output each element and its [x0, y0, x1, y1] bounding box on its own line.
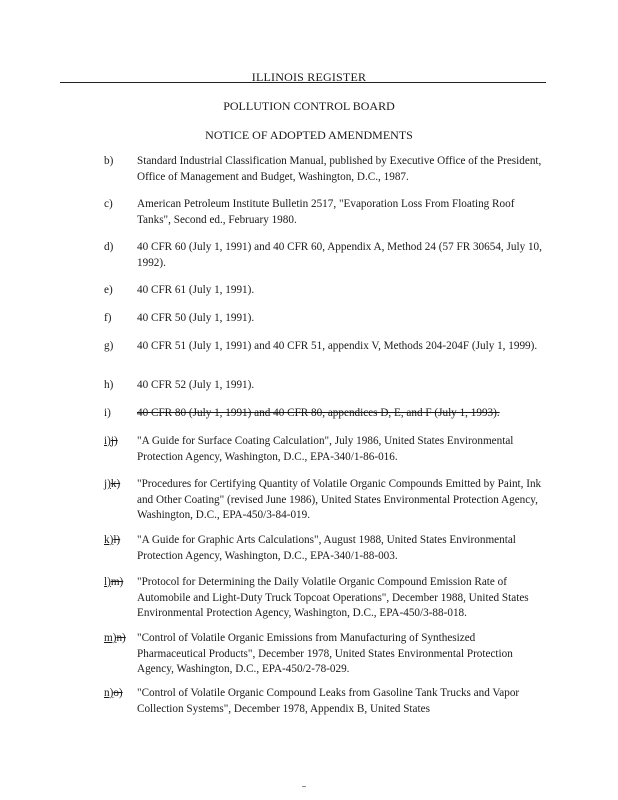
item-label	[104, 686, 138, 702]
item-label: g)	[104, 340, 114, 352]
item-text: "Procedures for Certifying Quantity of Volatile Organic Compounds Emitted by Paint, Ink and Other Coating" (revised June 1986), United States Environmental Protection Agency, Washington, D.C., EPA-450/3-84-019.	[137, 478, 542, 521]
inserted-label: i)	[104, 435, 111, 447]
deleted-label: j)	[110, 435, 118, 447]
item-text: American Petroleum Institute Bulletin 2517, "Evaporation Loss From Floating Roof Tanks", Second ed., February 1980.	[137, 198, 515, 226]
item-text: 40 CFR 61 (July 1, 1991).	[137, 284, 255, 296]
deleted-label: m)	[110, 576, 124, 588]
item-text: 40 CFR 50 (July 1, 1991).	[137, 312, 255, 324]
item-label: b)	[104, 155, 114, 167]
item-text: "A Guide for Surface Coating Calculation", July 1986, United States Environmental Protection Agency, Washington, D.C., EPA-340/1-86-016.	[137, 435, 514, 463]
deleted-label: n)	[116, 632, 126, 644]
register-title: ILLINOIS REGISTER	[251, 70, 367, 84]
item-text: 40 CFR 52 (July 1, 1991).	[137, 379, 255, 391]
item-label	[104, 434, 138, 450]
board-title: POLLUTION CONTROL BOARD	[223, 99, 395, 113]
deleted-label: k)	[110, 478, 121, 490]
item-label: c)	[104, 198, 113, 210]
inserted-label: k)	[104, 534, 114, 546]
inserted-label: j)	[104, 478, 111, 490]
item-text: "A Guide for Graphic Arts Calculations", August 1988, United States Environmental Protection Agency, Washington, D.C., EPA-340/1-88-003.	[137, 534, 516, 562]
item-label: i)	[104, 407, 111, 419]
page-footer-mark	[302, 786, 306, 787]
item-label: h)	[104, 379, 114, 391]
inserted-label: n)	[104, 687, 114, 699]
inserted-label: m)	[104, 632, 117, 644]
item-label	[104, 477, 138, 493]
item-text: "Control of Volatile Organic Emissions from Manufacturing of Synthesized Pharmaceutical Products", December 1978, United States Environmental Protection Agency, Washington, D.C., EPA-450/2-78-029.	[137, 632, 513, 675]
deleted-label: o)	[113, 687, 123, 699]
item-text: 40 CFR 60 (July 1, 1991) and 40 CFR 60, Appendix A, Method 24 (57 FR 30654, July 10, 1992).	[137, 241, 542, 269]
item-label	[104, 533, 138, 549]
inserted-label: l)	[104, 576, 111, 588]
notice-title: NOTICE OF ADOPTED AMENDMENTS	[205, 128, 413, 142]
item-label: e)	[104, 284, 113, 296]
item-text: "Control of Volatile Organic Compound Leaks from Gasoline Tank Trucks and Vapor Collection Systems", December 1978, Appendix B, United States	[137, 687, 520, 715]
struck-text: 40 CFR 80 (July 1, 1991) and 40 CFR 80, appendices D, E, and F (July 1, 1993).	[137, 407, 500, 419]
item-label: d)	[104, 241, 114, 253]
item-text: Standard Industrial Classification Manual, published by Executive Office of the President, Office of Management and Budget, Washington, D.C., 1987.	[137, 155, 542, 183]
item-label: f)	[104, 312, 112, 324]
item-label	[104, 575, 138, 591]
item-label	[104, 631, 138, 647]
item-text: "Protocol for Determining the Daily Volatile Organic Compound Emission Rate of Automobile and Light-Duty Truck Topcoat Operations", December 1988, United States Environmental Protection Agency, Washington, D.C., EPA-450/3-88-018.	[137, 576, 529, 619]
item-text: 40 CFR 51 (July 1, 1991) and 40 CFR 51, appendix V, Methods 204-204F (July 1, 1999).	[137, 340, 538, 352]
deleted-label: l)	[113, 534, 121, 546]
